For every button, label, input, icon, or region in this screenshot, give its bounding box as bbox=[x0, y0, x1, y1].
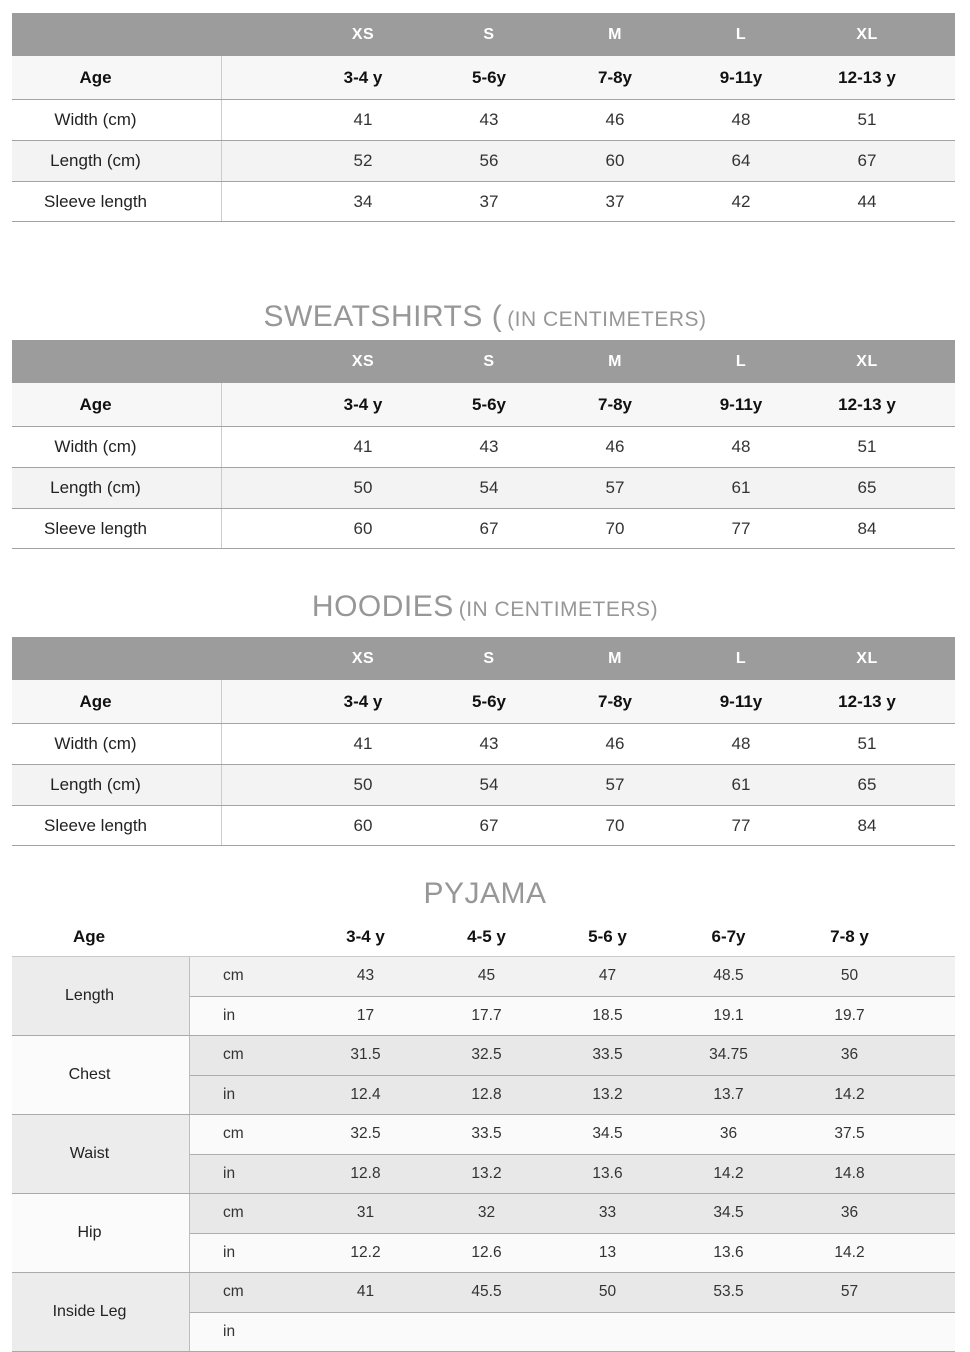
measurement-value-cell: 53.5 bbox=[713, 1283, 744, 1301]
measurement-value-cell: 36 bbox=[840, 1046, 859, 1064]
column-spacer bbox=[930, 765, 955, 805]
column-spacer bbox=[930, 182, 955, 221]
pyjama-age-label: Age bbox=[72, 927, 106, 946]
measurement-value-cell: 43 bbox=[356, 967, 375, 985]
table-row bbox=[12, 427, 955, 468]
age-value-cell: 4-5 y bbox=[467, 927, 506, 946]
column-spacer bbox=[930, 100, 955, 140]
size-value-cell: 9-11y bbox=[719, 394, 763, 414]
size-value-cell: 44 bbox=[857, 191, 877, 211]
size-value-cell: 46 bbox=[605, 734, 625, 753]
measurement-value-cell: 33.5 bbox=[592, 1046, 623, 1064]
column-spacer bbox=[930, 383, 955, 426]
size-value-cell: 43 bbox=[479, 734, 499, 753]
measurement-value-cell: 13.6 bbox=[713, 1243, 744, 1261]
size-value-cell: 7-8y bbox=[597, 394, 633, 414]
row-label: Length (cm) bbox=[12, 468, 222, 508]
size-value-cell: 12-13 y bbox=[838, 691, 896, 711]
unit-label: cm bbox=[223, 967, 244, 985]
hoodies-title-main: HOODIES bbox=[311, 590, 454, 623]
row-label: Sleeve length bbox=[12, 182, 222, 221]
column-spacer bbox=[222, 100, 300, 140]
measurement-value-cell: 12.8 bbox=[471, 1085, 502, 1103]
size-value-cell: 41 bbox=[353, 437, 373, 456]
column-spacer bbox=[930, 806, 955, 845]
size-column-header: XS bbox=[351, 649, 375, 667]
measurement-value-cell: 34.75 bbox=[709, 1046, 748, 1064]
measurement-value-cell: 31.5 bbox=[350, 1046, 381, 1064]
sweatshirts-title-main: SWEATSHIRTS ( bbox=[263, 300, 503, 333]
measurement-value-cell: 32 bbox=[477, 1204, 496, 1222]
unit-label: in bbox=[223, 1085, 236, 1103]
size-value-cell: 41 bbox=[353, 110, 373, 129]
size-header-spacer bbox=[12, 340, 222, 383]
measurement-label: Inside Leg bbox=[12, 1273, 190, 1351]
measurement-value-cell: 36 bbox=[719, 1125, 738, 1143]
column-spacer bbox=[222, 765, 300, 805]
measurement-value-cell: 12.2 bbox=[350, 1243, 381, 1261]
unit-label: cm bbox=[223, 1125, 244, 1143]
row-label: Age bbox=[12, 56, 222, 99]
column-spacer bbox=[930, 427, 955, 467]
size-value-cell: 3-4 y bbox=[343, 691, 383, 711]
measurement-value-cell: 19.1 bbox=[713, 1006, 744, 1024]
table-row bbox=[12, 56, 955, 100]
row-label: Sleeve length bbox=[12, 806, 222, 845]
size-value-cell: 3-4 y bbox=[343, 394, 383, 414]
measurement-value-cell: 41 bbox=[356, 1283, 375, 1301]
table-row bbox=[190, 1234, 955, 1273]
size-value-cell: 60 bbox=[353, 815, 373, 835]
column-spacer bbox=[222, 182, 300, 221]
column-spacer bbox=[222, 141, 300, 181]
hoodies-size-table bbox=[12, 637, 955, 846]
column-spacer bbox=[222, 806, 300, 845]
size-value-cell: 51 bbox=[857, 734, 877, 753]
measurement-value-cell: 12.8 bbox=[350, 1164, 381, 1182]
size-value-cell: 67 bbox=[479, 518, 499, 538]
size-value-cell: 9-11y bbox=[719, 691, 763, 711]
pyjama-section bbox=[12, 1115, 955, 1194]
unit-label: in bbox=[223, 1164, 236, 1182]
measurement-value-cell: 36 bbox=[840, 1204, 859, 1222]
table-row bbox=[12, 100, 955, 141]
table-row bbox=[190, 997, 955, 1036]
size-value-cell: 51 bbox=[857, 110, 877, 129]
pyjama-age-header-row bbox=[12, 918, 955, 956]
measurement-value-cell: 14.2 bbox=[834, 1243, 865, 1261]
pyjama-size-table bbox=[12, 956, 955, 1352]
table-row bbox=[190, 1076, 955, 1115]
measurement-value-cell: 33 bbox=[598, 1204, 617, 1222]
sweatshirts-title bbox=[0, 295, 970, 339]
measurement-value-cell: 48.5 bbox=[713, 967, 744, 985]
size-header-spacer bbox=[12, 637, 222, 680]
measurement-value-cell: 31 bbox=[356, 1204, 375, 1222]
column-spacer bbox=[222, 637, 300, 680]
hoodies-title bbox=[0, 585, 970, 629]
measurement-value-cell: 45.5 bbox=[471, 1283, 502, 1301]
measurement-value-cell: 12.4 bbox=[350, 1085, 381, 1103]
size-value-cell: 5-6y bbox=[471, 67, 507, 87]
pyjama-title-main: PYJAMA bbox=[423, 877, 547, 910]
size-value-cell: 52 bbox=[353, 151, 373, 170]
size-value-cell: 41 bbox=[353, 734, 373, 753]
size-value-cell: 7-8y bbox=[597, 691, 633, 711]
column-spacer bbox=[930, 340, 955, 383]
size-value-cell: 61 bbox=[731, 775, 751, 794]
table-row bbox=[190, 1313, 955, 1352]
sweatshirts-title-sub: (IN CENTIMETERS) bbox=[507, 308, 707, 331]
measurement-label: Waist bbox=[12, 1115, 190, 1193]
size-value-cell: 61 bbox=[731, 478, 751, 497]
size-value-cell: 64 bbox=[731, 151, 751, 170]
column-spacer bbox=[930, 509, 955, 548]
size-value-cell: 5-6y bbox=[471, 394, 507, 414]
unit-label: cm bbox=[223, 1046, 244, 1064]
size-value-cell: 67 bbox=[479, 815, 499, 835]
measurement-value-cell: 50 bbox=[598, 1283, 617, 1301]
measurement-value-cell: 13.7 bbox=[713, 1085, 744, 1103]
size-value-cell: 54 bbox=[479, 478, 499, 497]
size-value-cell: 34 bbox=[353, 191, 373, 211]
measurement-value-cell: 32.5 bbox=[471, 1046, 502, 1064]
size-column-header: M bbox=[608, 352, 622, 370]
unit-label: in bbox=[223, 1243, 236, 1261]
measurement-value-cell: 19.7 bbox=[834, 1006, 865, 1024]
measurement-value-cell: 13.2 bbox=[592, 1085, 623, 1103]
tshirt-size-table bbox=[12, 13, 955, 222]
size-value-cell: 57 bbox=[605, 478, 625, 497]
measurement-value-cell: 50 bbox=[840, 967, 859, 985]
column-spacer bbox=[222, 427, 300, 467]
pyjama-section-rows bbox=[190, 1273, 955, 1351]
table-row bbox=[12, 509, 955, 549]
row-label: Sleeve length bbox=[12, 509, 222, 548]
size-value-cell: 46 bbox=[605, 110, 625, 129]
size-chart-page bbox=[0, 13, 970, 1340]
size-value-cell: 77 bbox=[731, 815, 751, 835]
size-column-header: L bbox=[735, 649, 747, 667]
column-spacer bbox=[930, 141, 955, 181]
size-value-cell: 57 bbox=[605, 775, 625, 794]
measurement-value-cell: 13 bbox=[598, 1243, 617, 1261]
size-column-header: S bbox=[483, 25, 495, 43]
size-column-header: S bbox=[483, 649, 495, 667]
table-row bbox=[12, 182, 955, 222]
size-value-cell: 67 bbox=[857, 151, 877, 170]
size-column-header: L bbox=[735, 352, 747, 370]
column-spacer bbox=[222, 468, 300, 508]
column-spacer bbox=[222, 383, 300, 426]
table-row bbox=[190, 1036, 955, 1076]
measurement-value-cell: 12.6 bbox=[471, 1243, 502, 1261]
size-value-cell: 5-6y bbox=[471, 691, 507, 711]
size-header-row bbox=[12, 13, 955, 56]
size-value-cell: 37 bbox=[605, 191, 625, 211]
size-value-cell: 48 bbox=[731, 734, 751, 753]
row-label: Width (cm) bbox=[12, 100, 222, 140]
measurement-label: Length bbox=[12, 957, 190, 1035]
pyjama-section bbox=[12, 1273, 955, 1352]
column-spacer bbox=[222, 13, 300, 56]
size-value-cell: 56 bbox=[479, 151, 499, 170]
measurement-value-cell: 17 bbox=[356, 1006, 375, 1024]
size-value-cell: 70 bbox=[605, 815, 625, 835]
measurement-value-cell: 14.2 bbox=[713, 1164, 744, 1182]
size-value-cell: 43 bbox=[479, 437, 499, 456]
table-row bbox=[12, 724, 955, 765]
size-column-header: M bbox=[608, 25, 622, 43]
measurement-value-cell: 14.2 bbox=[834, 1085, 865, 1103]
size-value-cell: 42 bbox=[731, 191, 751, 211]
age-value-cell: 6-7y bbox=[711, 927, 746, 946]
size-header-spacer bbox=[12, 13, 222, 56]
size-column-header: XS bbox=[351, 25, 375, 43]
row-label: Width (cm) bbox=[12, 427, 222, 467]
size-value-cell: 70 bbox=[605, 518, 625, 538]
table-row bbox=[12, 680, 955, 724]
size-value-cell: 65 bbox=[857, 478, 877, 497]
unit-label: cm bbox=[223, 1283, 244, 1301]
size-column-header: L bbox=[735, 25, 747, 43]
table-row bbox=[190, 1273, 955, 1313]
table-row bbox=[190, 1115, 955, 1155]
measurement-value-cell: 33.5 bbox=[471, 1125, 502, 1143]
table-row bbox=[12, 765, 955, 806]
size-value-cell: 84 bbox=[857, 815, 877, 835]
size-value-cell: 77 bbox=[731, 518, 751, 538]
measurement-value-cell: 34.5 bbox=[592, 1125, 623, 1143]
measurement-value-cell: 32.5 bbox=[350, 1125, 381, 1143]
measurement-value-cell: 34.5 bbox=[713, 1204, 744, 1222]
row-label: Width (cm) bbox=[12, 724, 222, 764]
size-table-body bbox=[12, 383, 955, 549]
size-header-row bbox=[12, 637, 955, 680]
pyjama-section-rows bbox=[190, 1194, 955, 1272]
size-value-cell: 50 bbox=[353, 775, 373, 794]
table-row bbox=[190, 1194, 955, 1234]
measurement-label: Hip bbox=[12, 1194, 190, 1272]
measurement-value-cell: 37.5 bbox=[834, 1125, 865, 1143]
size-value-cell: 37 bbox=[479, 191, 499, 211]
size-table-body bbox=[12, 680, 955, 846]
age-value-cell: 7-8 y bbox=[830, 927, 869, 946]
size-value-cell: 60 bbox=[353, 518, 373, 538]
column-spacer bbox=[222, 724, 300, 764]
pyjama-section-rows bbox=[190, 957, 955, 1035]
column-spacer bbox=[930, 468, 955, 508]
unit-label: in bbox=[223, 1006, 236, 1024]
size-column-header: M bbox=[608, 649, 622, 667]
table-row bbox=[190, 1155, 955, 1194]
size-column-header: XL bbox=[856, 352, 878, 370]
age-value-cell: 5-6 y bbox=[588, 927, 627, 946]
row-label: Age bbox=[12, 680, 222, 723]
size-value-cell: 51 bbox=[857, 437, 877, 456]
size-value-cell: 3-4 y bbox=[343, 67, 383, 87]
size-table-body bbox=[12, 56, 955, 222]
table-row bbox=[12, 806, 955, 846]
measurement-label: Chest bbox=[12, 1036, 190, 1114]
measurement-value-cell: 17.7 bbox=[471, 1006, 502, 1024]
column-spacer bbox=[930, 13, 955, 56]
measurement-value-cell: 18.5 bbox=[592, 1006, 623, 1024]
column-spacer bbox=[222, 509, 300, 548]
column-spacer bbox=[930, 724, 955, 764]
size-value-cell: 43 bbox=[479, 110, 499, 129]
unit-label: cm bbox=[223, 1204, 244, 1222]
pyjama-section-rows bbox=[190, 1036, 955, 1114]
measurement-value-cell: 13.2 bbox=[471, 1164, 502, 1182]
measurement-value-cell: 57 bbox=[840, 1283, 859, 1301]
column-spacer bbox=[930, 637, 955, 680]
size-header-row bbox=[12, 340, 955, 383]
column-spacer bbox=[930, 56, 955, 99]
row-label: Length (cm) bbox=[12, 765, 222, 805]
size-value-cell: 84 bbox=[857, 518, 877, 538]
size-column-header: XS bbox=[351, 352, 375, 370]
pyjama-title bbox=[0, 872, 970, 916]
column-spacer bbox=[222, 340, 300, 383]
column-spacer bbox=[222, 56, 300, 99]
size-column-header: XL bbox=[856, 25, 878, 43]
size-column-header: S bbox=[483, 352, 495, 370]
table-row bbox=[12, 141, 955, 182]
size-value-cell: 12-13 y bbox=[838, 394, 896, 414]
age-value-cell: 3-4 y bbox=[346, 927, 385, 946]
size-value-cell: 7-8y bbox=[597, 67, 633, 87]
hoodies-title-sub: (IN CENTIMETERS) bbox=[458, 598, 659, 621]
size-value-cell: 60 bbox=[605, 151, 625, 170]
measurement-value-cell: 45 bbox=[477, 967, 496, 985]
pyjama-section-rows bbox=[190, 1115, 955, 1193]
size-value-cell: 48 bbox=[731, 110, 751, 129]
unit-label: in bbox=[223, 1322, 236, 1340]
table-row bbox=[190, 957, 955, 997]
size-value-cell: 50 bbox=[353, 478, 373, 497]
size-value-cell: 46 bbox=[605, 437, 625, 456]
column-spacer bbox=[930, 680, 955, 723]
size-column-header: XL bbox=[856, 649, 878, 667]
size-value-cell: 54 bbox=[479, 775, 499, 794]
size-value-cell: 48 bbox=[731, 437, 751, 456]
sweatshirts-size-table bbox=[12, 340, 955, 549]
table-row bbox=[12, 383, 955, 427]
table-row bbox=[12, 468, 955, 509]
size-value-cell: 65 bbox=[857, 775, 877, 794]
row-label: Age bbox=[12, 383, 222, 426]
measurement-value-cell: 14.8 bbox=[834, 1164, 865, 1182]
row-label: Length (cm) bbox=[12, 141, 222, 181]
column-spacer bbox=[222, 680, 300, 723]
pyjama-section bbox=[12, 1194, 955, 1273]
pyjama-section bbox=[12, 957, 955, 1036]
measurement-value-cell: 13.6 bbox=[592, 1164, 623, 1182]
measurement-value-cell: 47 bbox=[598, 967, 617, 985]
size-value-cell: 12-13 y bbox=[838, 67, 896, 87]
size-value-cell: 9-11y bbox=[719, 67, 763, 87]
pyjama-section bbox=[12, 1036, 955, 1115]
